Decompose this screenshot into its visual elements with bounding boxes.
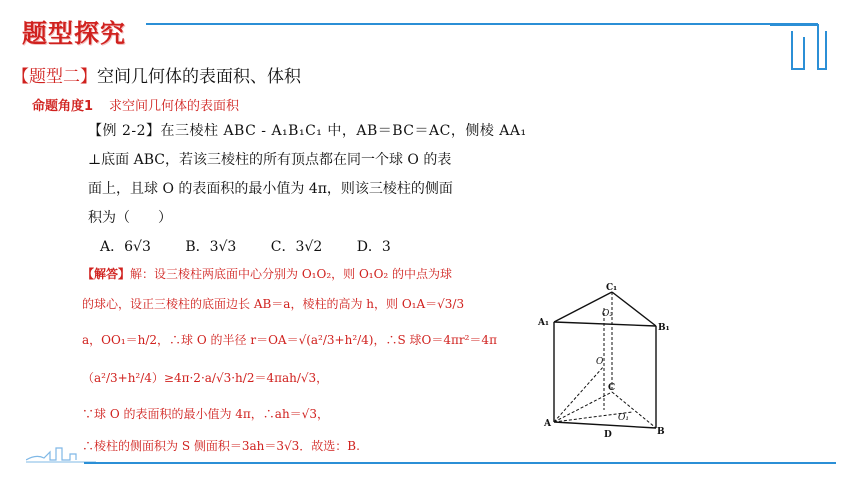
section-label: 题型二: [29, 67, 80, 87]
label-c1: C₁: [606, 283, 618, 293]
header-decoration-icon: [770, 23, 830, 73]
problem-line: 【例 2-2】在三棱柱 ABC - A₁B₁C₁ 中，AB＝BC＝AC，侧棱 AA₁: [88, 123, 527, 139]
solution-line-5: ∵球 O 的表面积的最小值为 4π，∴ah＝√3，: [82, 407, 329, 421]
choice-c: C．3√2: [270, 239, 323, 255]
label-o2: O₂: [602, 309, 613, 319]
section-title-text: 空间几何体的表面积、体积: [97, 67, 301, 87]
label-d: D: [604, 430, 612, 440]
solution-line-4: （a²/3+h²/4）≥4π·2·a/√3·h/2＝4πah/√3，: [82, 371, 329, 385]
solution-tag: 【解答】: [82, 267, 131, 281]
prism-figure: [536, 280, 682, 440]
solution-line-3: a，OO₁＝h/2，∴球 O 的半径 r＝OA＝√(a²/3+h²/4)，∴S 球O＝4πr²＝4π: [82, 333, 497, 347]
label-a: A: [544, 419, 551, 429]
footer-divider: [84, 462, 836, 464]
label-b: B: [657, 427, 665, 437]
section-bracket-open: 【: [12, 67, 29, 87]
subtitle-text: 求空间几何体的表面积: [109, 99, 240, 114]
choice-b: B．3√3: [185, 239, 237, 255]
problem-line: 面上，且球 O 的表面积的最小值为 4π，则该三棱柱的侧面: [88, 181, 453, 197]
label-c: C: [608, 383, 616, 393]
subtitle-angle: 命题角度1: [32, 99, 94, 114]
subtitle: [32, 95, 239, 114]
section-heading: [12, 62, 301, 87]
skyline-decoration-icon: [26, 440, 96, 464]
label-b1: B₁: [658, 323, 670, 333]
problem-line: ⊥底面 ABC，若该三棱柱的所有顶点都在同一个球 O 的表: [88, 152, 452, 168]
problem-statement: [88, 117, 560, 233]
label-a1: A₁: [538, 318, 549, 328]
choice-d: D．3: [356, 239, 391, 255]
label-o: O: [596, 357, 604, 367]
solution-line-2: 的球心，设正三棱柱的底面边长 AB＝a，棱柱的高为 h，则 O₁A＝√3/3: [82, 297, 465, 311]
page-title: 题型探究: [22, 19, 127, 48]
header-divider: [146, 23, 818, 25]
answer-choices: [100, 236, 421, 256]
choice-a: A．6√3: [100, 239, 151, 255]
solution-line-6: ∴棱柱的侧面积为 S 侧面积＝3ah＝3√3．故选：B.: [82, 439, 360, 453]
label-o1: O₁: [618, 413, 629, 423]
section-bracket-close: 】: [80, 67, 97, 87]
problem-line: 积为（ ）: [88, 210, 172, 226]
solution-line-1: 【解答】解：设三棱柱两底面中心分别为 O₁O₂，则 O₁O₂ 的中点为球: [82, 267, 453, 281]
